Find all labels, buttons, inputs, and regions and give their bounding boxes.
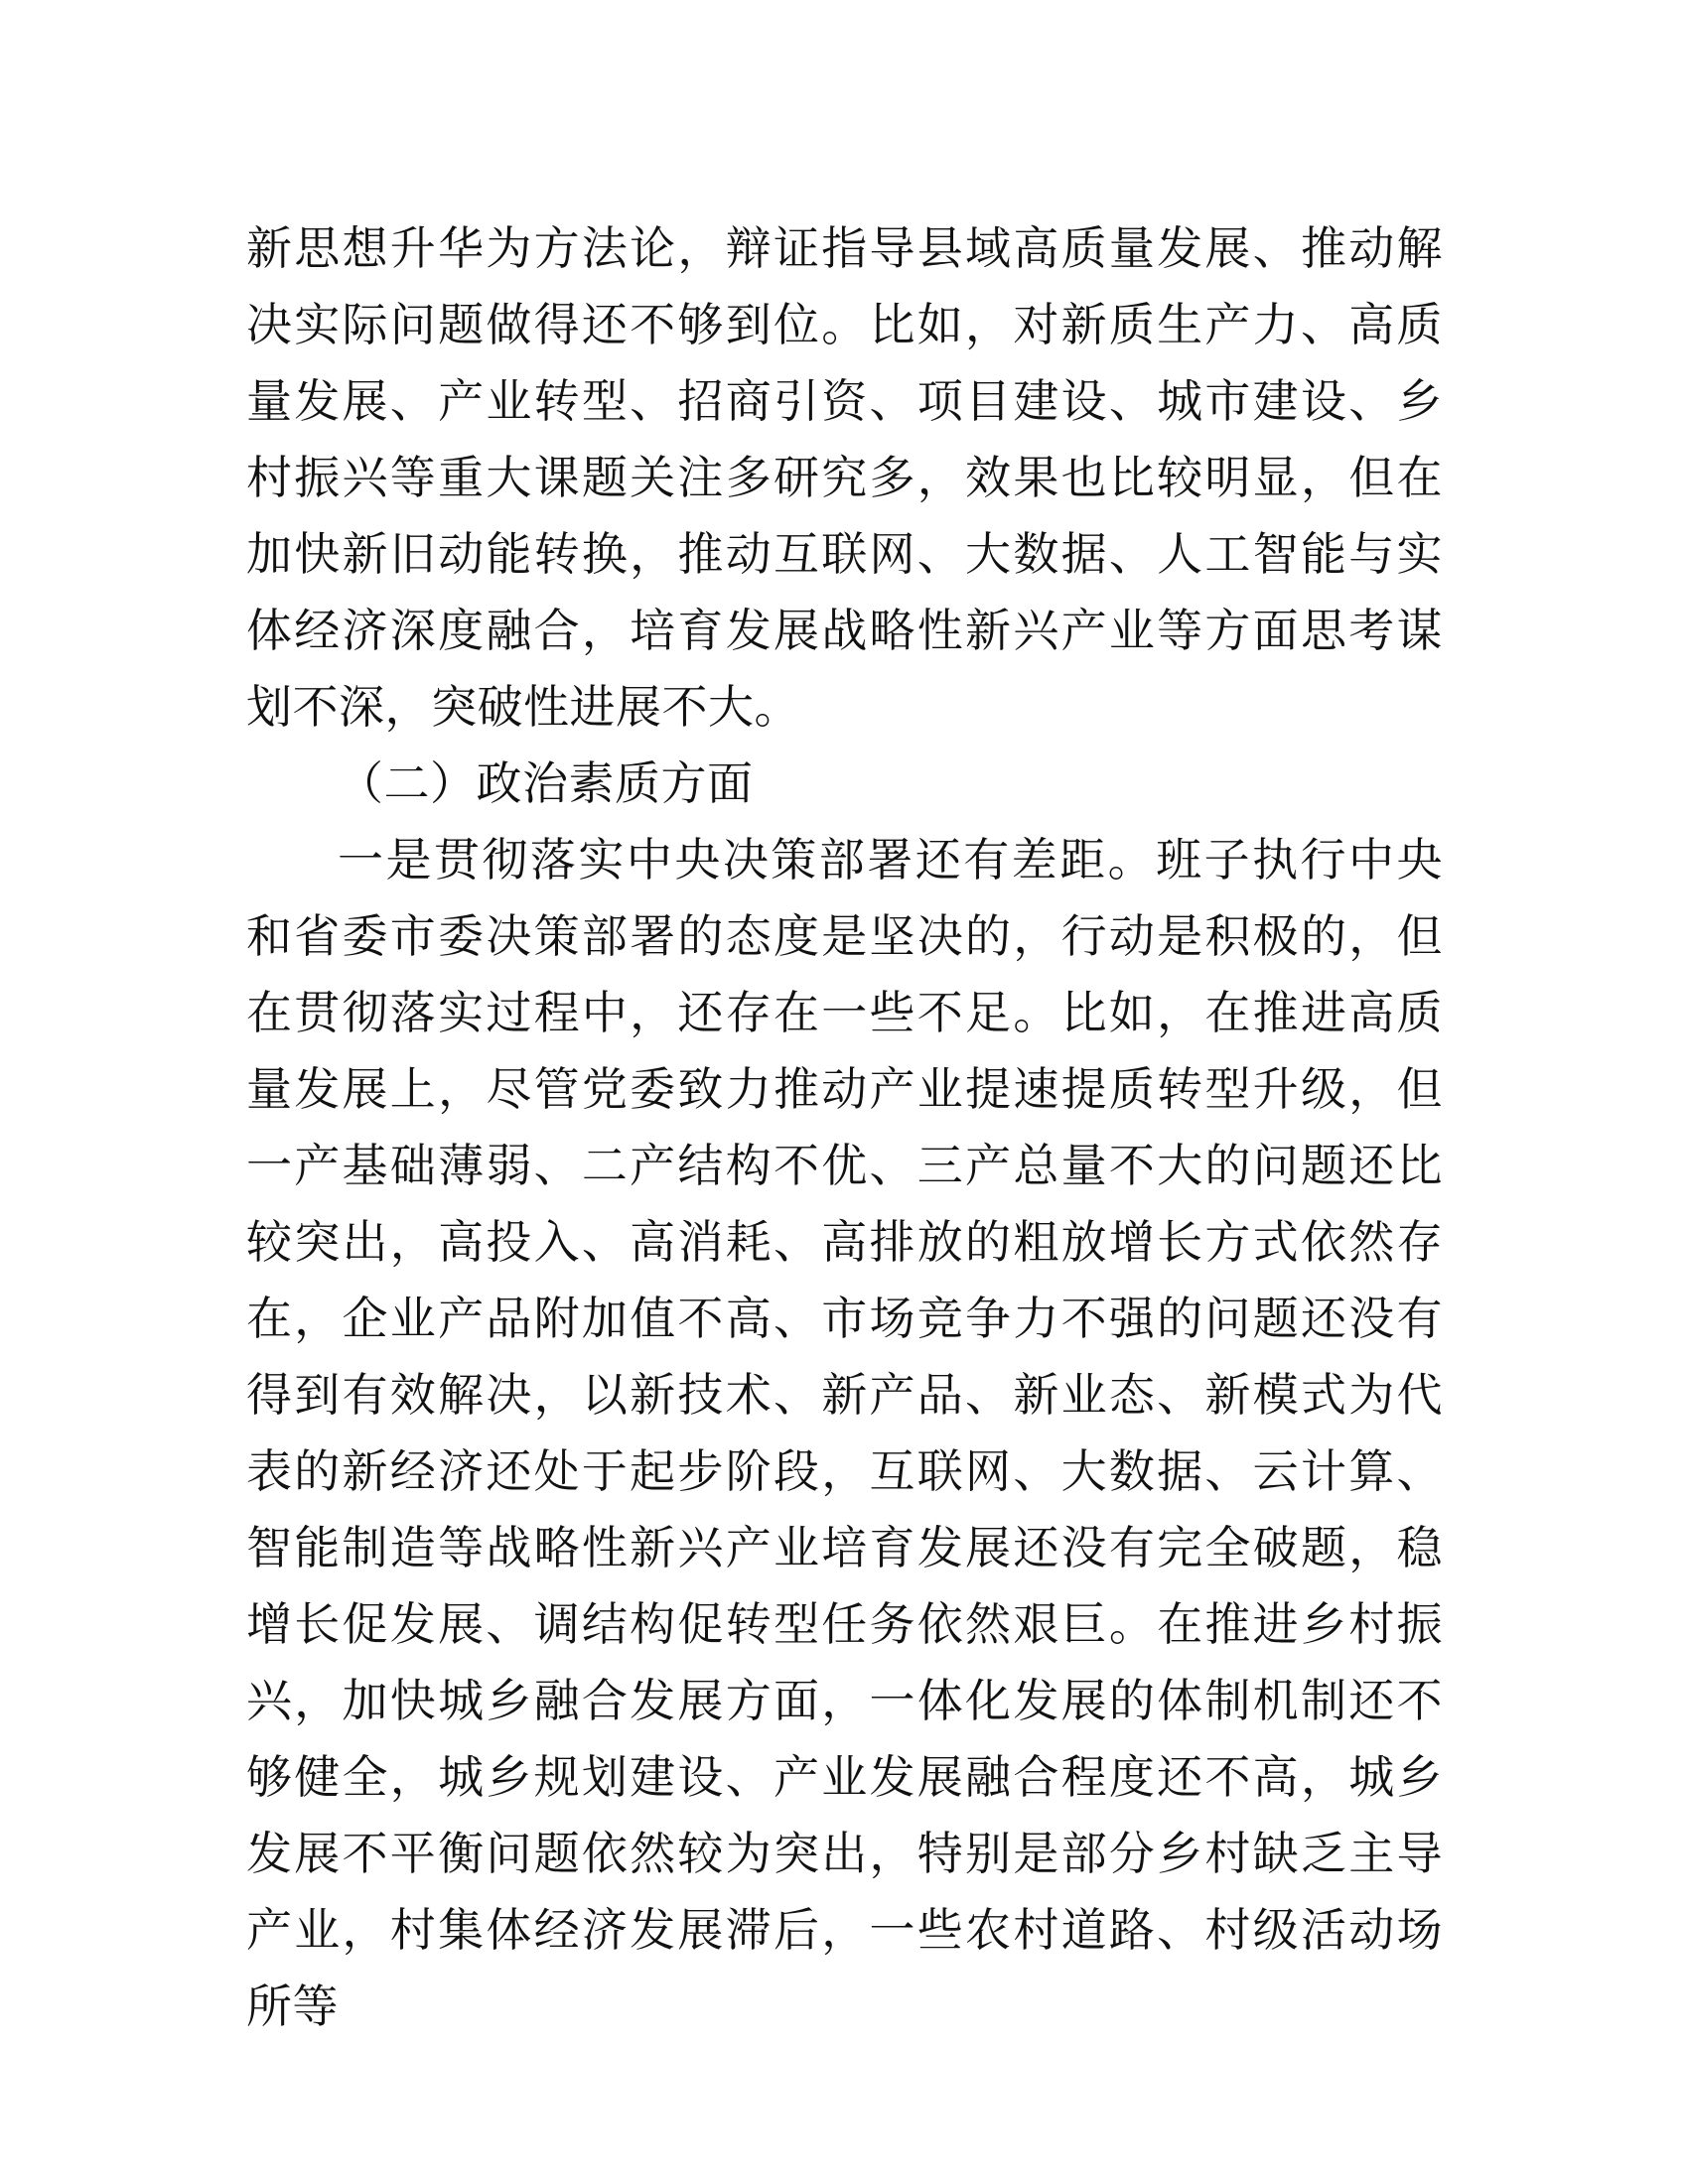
paragraph-continued: 新思想升华为方法论，辩证指导县域高质量发展、推动解决实际问题做得还不够到位。比如，对新质生产力、高质量发展、产业转型、招商引资、项目建设、城市建设、乡村振兴等重大课题关注多研究多，效果也比较明显，但在加快新旧动能转换，推动互联网、大数据、人工智能与实体经济深度融合，培育发展战略性新兴产业等方面思考谋划不深，突破性进展不大。 — [246, 221, 1443, 734]
paragraph: 一是贯彻落实中央决策部署还有差距。班子执行中央和省委市委决策部署的态度是坚决的，行动是积极的，但在贯彻落实过程中，还存在一些不足。比如，在推进高质量发展上，尽管党委致力推动产业提速提质转型升级，但一产基础薄弱、二产结构不优、三产总量不大的问题还比较突出，高投入、高消耗、高排放的粗放增长方式依然存在，企业产品附加值不高、市场竞争力不强的问题还没有得到有效解决，以新技术、新产品、新业态、新模式为代表的新经济还处于起步阶段，互联网、大数据、云计算、智能制造等战略性新兴产业培育发展还没有完全破题，稳增长促发展、调结构促转型任务依然艰巨。在推进乡村振兴，加快城乡融合发展方面，一体化发展的体制机制还不够健全，城乡规划建设、产业发展融合程度还不高，城乡发展不平衡问题依然较为突出，特别是部分乡村缺乏主导产业，村集体经济发展滞后，一些农村道路、村级活动场所等 — [246, 833, 1443, 2033]
document-body — [246, 210, 1443, 2045]
section-heading: （二）政治素质方面 — [338, 756, 754, 810]
